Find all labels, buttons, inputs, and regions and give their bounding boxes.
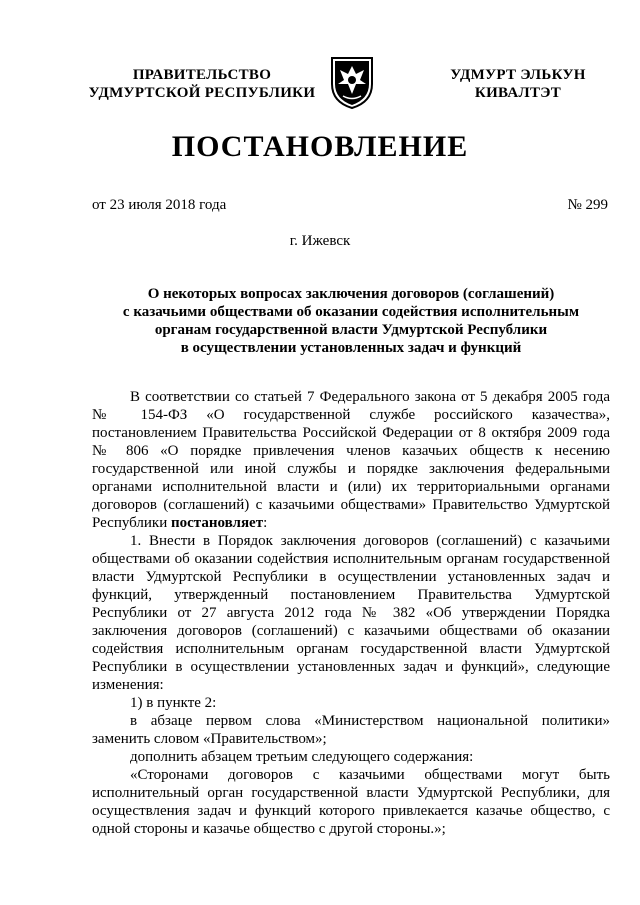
- document-body: [92, 388, 610, 838]
- document-type-title: ПОСТАНОВЛЕНИЕ: [171, 130, 469, 163]
- body-line: изменения:: [92, 677, 164, 693]
- decree-word: постановляет: [171, 515, 264, 531]
- header-right-line-2: КИВАЛТЭТ: [474, 85, 562, 101]
- body-line: 1. Внести в Порядок заключения договоров (соглашений) с казачьими: [130, 533, 610, 549]
- body-line: Республики в осуществлении установленных задач и функций», следующие: [92, 659, 610, 675]
- header-left-line-1: ПРАВИТЕЛЬСТВО: [132, 67, 272, 83]
- body-line-decree: [92, 514, 610, 532]
- body-line: власти Удмуртской Республики в осуществлении установленных задач и: [92, 569, 610, 585]
- body-line: государственной или иной службы и порядке заключения федеральными: [92, 461, 610, 477]
- body-line: органами исполнительной власти и (или) их территориальными органами: [92, 479, 610, 495]
- body-line: постановлением Правительства Российской Федерации от 8 октября 2009 года: [92, 425, 610, 441]
- body-line: функций, утвержденный постановлением Правительства Удмуртской: [92, 587, 610, 603]
- subject-line: в осуществлении установленных задач и функций: [180, 340, 522, 356]
- body-line: исполнительный орган государственной власти Удмуртской Республики, для: [92, 785, 610, 801]
- body-line: одной стороны и казачье общество с другой стороны.»;: [92, 821, 446, 837]
- body-line: № 806 «О порядке привлечения членов казачьих обществ к несению: [92, 443, 610, 459]
- body-line: осуществления задач и функций которого привлекается казачье общество, с: [92, 803, 610, 819]
- body-line: В соответствии со статьей 7 Федерального закона от 5 декабря 2005 года: [130, 389, 610, 405]
- body-line: содействия исполнительным органам государственной власти Удмуртской: [92, 641, 610, 657]
- body-line: дополнить абзацем третьим следующего содержания:: [130, 749, 474, 765]
- header-left-line-2: УДМУРТСКОЙ РЕСПУБЛИКИ: [88, 85, 316, 101]
- coat-of-arms-icon: [328, 54, 376, 110]
- body-line: 1) в пункте 2:: [130, 695, 217, 711]
- body-line: № 154-ФЗ «О государственной службе российского казачества»,: [92, 407, 610, 423]
- body-line: заключения договоров (соглашений) с казачьими обществами об оказании: [92, 623, 610, 639]
- document-number: № 299: [567, 197, 608, 213]
- header-right-line-1: УДМУРТ ЭЛЬКУН: [450, 67, 586, 83]
- document-date: от 23 июля 2018 года: [92, 197, 227, 213]
- header-right: [428, 66, 608, 102]
- subject-line: органам государственной власти Удмуртской Республики: [154, 322, 548, 338]
- subject-line: О некоторых вопросах заключения договоров (соглашений): [147, 286, 555, 302]
- subject-line: с казачьими обществами об оказании содействия исполнительным: [122, 304, 580, 320]
- body-line: в абзаце первом слова «Министерством национальной политики»: [130, 713, 610, 729]
- body-line: договоров (соглашений) с казачьими обществами» Правительство Удмуртской: [92, 497, 610, 513]
- body-line: обществами об оказании содействия исполнительным органам государственной: [92, 551, 610, 567]
- body-line: заменить словом «Правительством»;: [92, 731, 327, 747]
- document-city: г. Ижевск: [289, 233, 351, 249]
- body-line-text: Республики: [92, 515, 168, 531]
- document-subject: [92, 285, 610, 357]
- body-line: Республики от 27 августа 2012 года № 382 «Об утверждении Порядка: [92, 605, 610, 621]
- decree-colon: :: [263, 515, 268, 531]
- body-line: «Сторонами договоров с казачьими обществами могут быть: [130, 767, 610, 783]
- header-left: [82, 66, 322, 102]
